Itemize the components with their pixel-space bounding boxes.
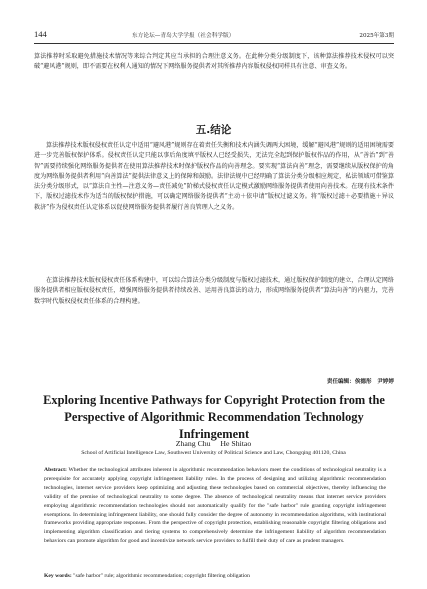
page-number: 144 — [34, 29, 47, 39]
running-header — [34, 28, 394, 44]
journal-name: 东方论坛—青岛大学学报（社会科学版） — [132, 33, 235, 39]
english-title: Exploring Incentive Pathways for Copyright Protection from the Perspective of Algorithmic Recommendation Technology Infringement — [43, 393, 385, 441]
abstract-label: Abstract: — [44, 467, 67, 473]
body-paragraph-3: 在算法推荐技术版权侵权责任体系构建中，可以综合算法分类分级制度与版权过滤技术，通过版权保护制度的建立，合理认定网络服务提供者相应版权侵权责任，增强网络服务提供者持续改善、运用善良算法的动力，形成网络服务提供者“算法向善”的内驱力，完善数字时代版权侵权责任体系的合理构建。 — [34, 277, 394, 305]
keywords-text: "safe harbor" rule; algorithmic recommendation; copyright filtering obligation — [71, 573, 250, 579]
section-heading-conclusion: 五.结论 — [195, 124, 232, 136]
responsible-editor: 责任编辑：俟德彤 尹婷婷 — [326, 379, 394, 385]
body-paragraph-2: 算法推荐技术版权侵权责任认定中适用“避风港”规则存在着责任失衡和技术内涵失调两大困境，缓解“避风港”规则的适用困境需要进一步完善版权保护体系。侵权责任认定只能以事后角度填平版权人已经受损失，无法完全起到保护版权作品的作用，从“善治”到“善智”需要持续强化网络服务提供者在使用算法推荐技术时保护版权作品的向善理念。要实现“算法向善”理念，需要继续从版权保护的角度为网络服务提供者利用“向善算法”提供法律意义上的保障和鼓励。法律法规中已经明确了算法分类分级相应规定，私法领域可借鉴算法分类分级形式，以“算法自主性—注意义务—责任减免”阶梯式侵权责任认定模式激励网络服务提供者使用向善技术。在现有技术条件下，版权过滤技术作为适当的版权保护措施，可以确定网络服务提供者“主动＋依申请”版权过滤义务。将“版权过滤＋必要措施＋异议救济”作为侵权责任认定体系以促使网络服务提供者履行善良管理人之义务。 — [34, 142, 394, 211]
english-abstract — [44, 466, 386, 546]
journal-issue: 2025年第3期 — [359, 33, 394, 39]
keywords-label: Key words: — [44, 573, 72, 579]
english-affiliation: School of Artificial Intelligence Law, Southwest University of Political Science and Law, Chongqing 401120, China — [81, 450, 346, 456]
abstract-text: Whether the technological attributes inherent in algorithmic recommendation behaviors meet the conditions of technological neutrality is a prerequisite for accurately applying copyright infringement liability rules. In the process of designing and utilizing algorithmic recommendation technologies, internet service providers keep optimizing and adjusting these technologies based on commercial objectives, thereby influencing the validity of the premise of technological neutrality to some degree. The absence of technological neutrality means that internet service providers employing algorithmic recommendation technologies should not automatically qualify for the "safe harbor" rule granting copyright infringement exemptions. In determining infringement liability, one should fully consider the degree of autonomy in recommendation algorithms, with institutional frameworks providing appropriate responses. From the perspective of copyright protection, establishing reasonable copyright filtering obligations and implementing algorithm classification and tiering systems to comprehensively determine the infringement liability of algorithm recommendation behaviors can promote algorithm for good and incentivize network service providers to fulfill their duty of care as prudent managers. — [44, 467, 386, 545]
english-authors: Zhang Chu He Shitao — [175, 439, 252, 448]
english-keywords — [44, 572, 386, 580]
body-paragraph-1: 算法推荐时采取避免措施技术情况等来综合判定其应当承担的合理注意义务。在此种分类分级制度下，该种算法推荐技术侵权可以突破“避风港”规则，即不需要在权利人通知的情况下网络服务提供者对其所推荐内容版权侵权同样具有注意、审查义务。 — [34, 53, 394, 71]
